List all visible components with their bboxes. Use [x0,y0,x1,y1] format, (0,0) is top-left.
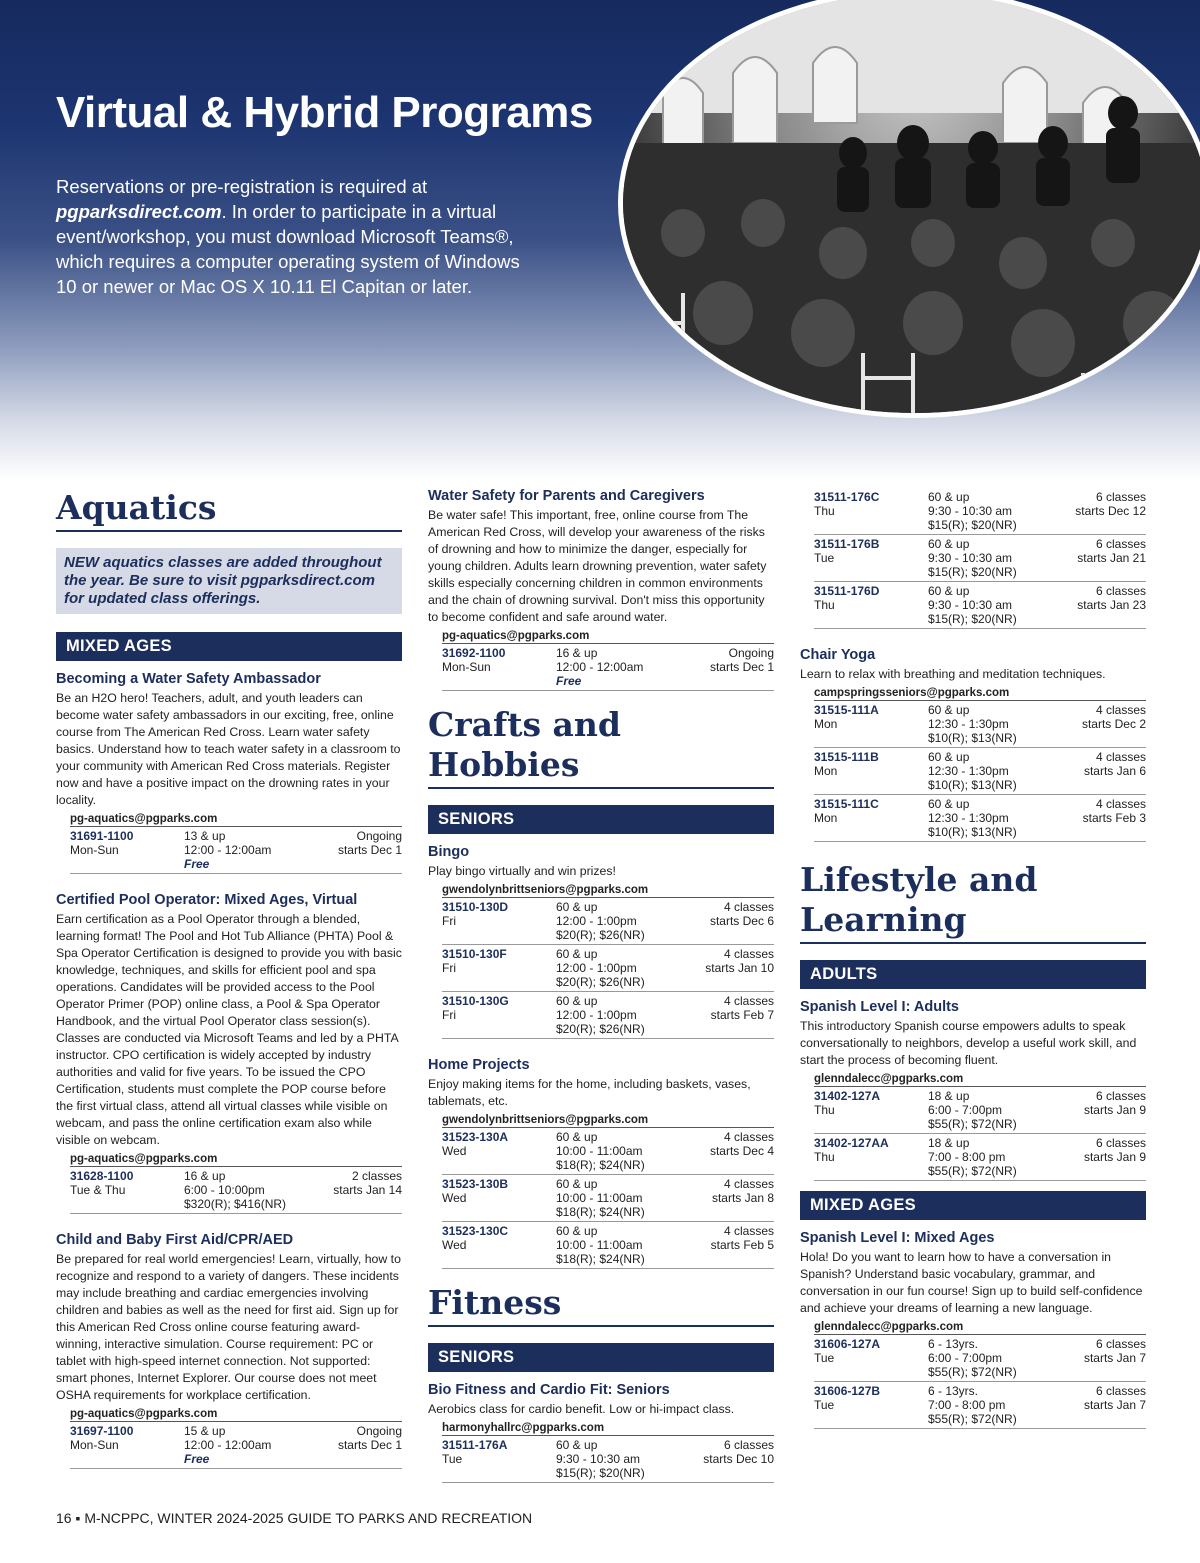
class-count: 4 classes [723,1224,774,1238]
hero-text-after: . In order to participate in a virtual event/workshop, you must download Microsoft Teams®, which requires a computer operating system of Windows 10 or newer or Mac OS X 10.11 El Capitan or later. [56,201,520,297]
class-time: 12:30 - 1:30pm [928,811,1009,825]
class-time: 7:00 - 8:00 pm [928,1398,1006,1412]
class-day: Thu [814,1103,835,1117]
class-fee: $18(R); $24(NR) [556,1158,645,1172]
contact-email[interactable]: glenndalecc@pgparks.com [814,1321,1146,1335]
program-title: Spanish Level I: Adults [800,999,959,1015]
program-spanish-adults [800,999,1146,1181]
program-title: Water Safety for Parents and Caregivers [428,488,705,504]
program-description: Be an H2O hero! Teachers, adult, and youth leaders can become water safety ambassadors in our exciting, free, online course from The American Red Cross. Learn water safety basics. Understand how to teach water safety in a classroom to your community with American Red Cross materials. Register now and have a positive impact on the drowning rates in your locality. [56,691,401,807]
class-start: starts Feb 5 [710,1238,774,1252]
class-time: 12:00 - 1:00pm [556,914,637,928]
class-count: 6 classes [723,1438,774,1452]
contact-email[interactable]: pg-aquatics@pgparks.com [442,630,774,644]
class-start: starts Jan 6 [1083,764,1146,778]
class-row [814,701,1146,748]
class-count: 6 classes [1095,1337,1146,1351]
contact-email[interactable]: glenndalecc@pgparks.com [814,1073,1146,1087]
class-start: starts Dec 12 [1075,504,1146,518]
class-code: 31511-176C [814,490,880,504]
page-title: Virtual & Hybrid Programs [56,88,593,137]
class-time: 9:30 - 10:30 am [928,598,1013,612]
class-row [442,898,774,945]
contact-email[interactable]: pg-aquatics@pgparks.com [70,1153,402,1167]
class-day: Wed [442,1191,467,1205]
program-water-safety-ambassador [56,671,402,874]
page-footer: 16 ▪ M-NCPPC, WINTER 2024-2025 GUIDE TO PARKS AND RECREATION [56,1510,533,1526]
class-age: 60 & up [928,490,970,504]
program-water-safety-parents [428,488,774,691]
banner-mixed-ages: MIXED AGES [800,1191,1146,1220]
class-row [70,1167,402,1214]
class-row [70,1422,402,1469]
class-age: 6 - 13yrs. [928,1384,979,1398]
class-count: 4 classes [723,947,774,961]
banner-adults: ADULTS [800,960,1146,989]
class-day: Tue [442,1452,463,1466]
class-fee: Free [184,1452,210,1466]
class-count: 6 classes [1095,537,1146,551]
class-time: 10:00 - 11:00am [556,1191,643,1205]
class-row [814,795,1146,842]
class-fee: Free [184,857,210,871]
aquatics-note: NEW aquatics classes are added throughout the year. Be sure to visit pgparksdirect.com for updated class offerings. [56,548,402,614]
class-fee: $10(R); $13(NR) [928,825,1017,839]
class-code: 31515-111B [814,750,879,764]
class-age: 60 & up [556,1224,598,1238]
class-code: 31523-130C [442,1224,509,1238]
class-age: 18 & up [928,1089,970,1103]
class-age: 60 & up [928,797,970,811]
hero-intro [56,174,526,299]
class-fee: $15(R); $20(NR) [928,612,1017,626]
class-age: 60 & up [928,584,970,598]
banner-seniors: SENIORS [428,1343,774,1372]
class-age: 60 & up [556,900,598,914]
column-3 [800,488,1146,1429]
contact-email[interactable]: campspringsseniors@pgparks.com [814,687,1146,701]
class-count: Ongoing [356,829,402,843]
class-time: 12:30 - 1:30pm [928,717,1009,731]
program-title: Bingo [428,844,470,860]
class-day: Tue [814,1351,835,1365]
class-day: Fri [442,914,456,928]
section-title-lifestyle: Lifestyle and Learning [800,860,1146,944]
class-day: Tue [814,551,835,565]
program-description: Aerobics class for cardio benefit. Low or hi-impact class. [428,1402,735,1416]
class-count: 6 classes [1095,490,1146,504]
class-age: 16 & up [556,646,598,660]
class-fee: $20(R); $26(NR) [556,1022,645,1036]
class-time: 9:30 - 10:30 am [928,551,1013,565]
class-row [814,748,1146,795]
class-time: 7:00 - 8:00 pm [928,1150,1006,1164]
class-count: 4 classes [723,994,774,1008]
class-code: 31691-1100 [70,829,134,843]
class-count: 2 classes [351,1169,402,1183]
class-fee: $10(R); $13(NR) [928,778,1017,792]
class-code: 31511-176D [814,584,880,598]
class-start: starts Dec 6 [709,914,774,928]
class-time: 10:00 - 11:00am [556,1144,643,1158]
class-start: starts Jan 23 [1077,598,1146,612]
class-day: Mon-Sun [70,1438,119,1452]
program-title: Chair Yoga [800,647,876,663]
class-age: 16 & up [184,1169,226,1183]
bio-fitness-continued [800,488,1146,629]
section-title-crafts: Crafts and Hobbies [428,705,774,789]
class-age: 60 & up [556,994,598,1008]
class-fee: $18(R); $24(NR) [556,1205,645,1219]
class-age: 15 & up [184,1424,226,1438]
class-day: Wed [442,1144,467,1158]
program-title: Spanish Level I: Mixed Ages [800,1230,995,1246]
class-time: 6:00 - 7:00pm [928,1351,1003,1365]
class-row [442,644,774,691]
class-code: 31402-127AA [814,1136,889,1150]
class-age: 60 & up [556,1177,598,1191]
class-time: 12:00 - 12:00am [184,1438,272,1452]
class-code: 31606-127B [814,1384,881,1398]
program-title: Becoming a Water Safety Ambassador [56,671,321,687]
class-fee: $10(R); $13(NR) [928,731,1017,745]
class-time: 9:30 - 10:30 am [928,504,1013,518]
class-code: 31523-130B [442,1177,509,1191]
program-description: Earn certification as a Pool Operator through a blended, learning format! The Pool and Hot Tub Alliance (PHTA) Pool & Spa Operator Certification is designed to provide you with basic knowledge, techniques, and skills for efficient pool and spa operations. Candidates will be provided access to the Pool Operator Primer (POP) online class, a Pool & Spa Operator Handbook, and the virtual Pool Operator class session(s). Classes are conducted via Microsoft Teams and led by a PHTA instructor. CPO certification is widely accepted by industry authorities and valid for five years. To be issued the CPO Certification, students must complete the POP course before the first virtual class, attend all virtual classes while visible on webcam, and pass the online certification exam also while visible on webcam. [56,912,402,1147]
class-time: 6:00 - 7:00pm [928,1103,1003,1117]
class-count: 6 classes [1095,584,1146,598]
class-row [814,1087,1146,1134]
class-day: Thu [814,598,835,612]
program-chair-yoga [800,647,1146,842]
class-day: Mon [814,764,838,778]
class-code: 31511-176B [814,537,880,551]
class-day: Tue & Thu [70,1183,126,1197]
class-age: 13 & up [184,829,226,843]
class-day: Thu [814,1150,835,1164]
column-2 [428,488,774,1483]
class-count: Ongoing [728,646,774,660]
class-day: Mon [814,717,838,731]
class-code: 31628-1100 [70,1169,134,1183]
class-code: 31510-130D [442,900,509,914]
class-age: 60 & up [928,537,970,551]
program-child-baby-first-aid [56,1232,402,1469]
class-start: starts Dec 1 [337,1438,402,1452]
class-fee: $15(R); $20(NR) [928,565,1017,579]
class-age: 60 & up [928,750,970,764]
program-description: Be water safe! This important, free, online course from The American Red Cross, will develop your awareness of the risks of drowning and how to minimize the danger, especially for young children. Adults learn drowning prevention, water safety skills especially concerning children in common environments and the chain of drowning survival. Don't miss this opportunity to become confident and safe around water. [428,508,767,624]
class-start: starts Jan 8 [711,1191,774,1205]
contact-email[interactable]: pg-aquatics@pgparks.com [70,1408,402,1422]
class-row [814,1335,1146,1382]
class-fee: $20(R); $26(NR) [556,928,645,942]
class-code: 31510-130G [442,994,509,1008]
class-age: 60 & up [928,703,970,717]
class-row [70,827,402,874]
class-code: 31523-130A [442,1130,509,1144]
column-1 [56,488,402,1469]
class-fee: $15(R); $20(NR) [556,1466,645,1480]
class-fee: $15(R); $20(NR) [928,518,1017,532]
class-day: Mon-Sun [442,660,491,674]
class-time: 12:00 - 12:00am [184,843,272,857]
class-code: 31510-130F [442,947,507,961]
class-time: 9:30 - 10:30 am [556,1452,641,1466]
class-age: 60 & up [556,947,598,961]
class-day: Thu [814,504,835,518]
class-day: Mon-Sun [70,843,119,857]
program-title: Bio Fitness and Cardio Fit: Seniors [428,1382,670,1398]
class-count: 6 classes [1095,1384,1146,1398]
class-row [442,1128,774,1175]
class-start: starts Jan 9 [1083,1103,1146,1117]
pgparksdirect-link[interactable]: pgparksdirect.com [56,201,222,222]
class-row [814,535,1146,582]
class-time: 6:00 - 10:00pm [184,1183,265,1197]
program-home-projects [428,1057,774,1269]
class-count: 4 classes [1095,750,1146,764]
class-day: Tue [814,1398,835,1412]
class-start: starts Dec 2 [1081,717,1146,731]
class-start: starts Dec 1 [337,843,402,857]
contact-email[interactable]: pg-aquatics@pgparks.com [70,813,402,827]
class-count: 6 classes [1095,1136,1146,1150]
program-description: Play bingo virtually and win prizes! [428,864,616,878]
class-row [442,1222,774,1269]
class-code: 31511-176A [442,1438,508,1452]
class-time: 12:00 - 12:00am [556,660,644,674]
contact-email[interactable]: gwendolynbrittseniors@pgparks.com [442,884,774,898]
contact-email[interactable]: harmonyhallrc@pgparks.com [442,1422,774,1436]
class-code: 31606-127A [814,1337,881,1351]
program-title: Home Projects [428,1057,530,1073]
class-fee: $55(R); $72(NR) [928,1365,1017,1379]
class-age: 60 & up [556,1438,598,1452]
class-day: Mon [814,811,838,825]
class-fee: $55(R); $72(NR) [928,1412,1017,1426]
class-start: starts Jan 14 [333,1183,402,1197]
program-bio-fitness [428,1382,774,1483]
class-fee: $18(R); $24(NR) [556,1252,645,1266]
class-start: starts Jan 10 [705,961,774,975]
class-time: 10:00 - 11:00am [556,1238,643,1252]
class-row [442,1175,774,1222]
class-code: 31402-127A [814,1089,881,1103]
class-start: starts Jan 21 [1077,551,1146,565]
section-title-aquatics: Aquatics [56,488,402,532]
event-photo [618,0,1200,418]
program-description: Hola! Do you want to learn how to have a conversation in Spanish? Understand basic vocabulary, grammar, and conversation in our fun course! Sign up to build self-confidence and achieve your dreams of learning a new language. [800,1250,1143,1315]
banner-mixed-ages: MIXED AGES [56,632,402,661]
class-code: 31697-1100 [70,1424,134,1438]
class-row [442,945,774,992]
class-day: Fri [442,961,456,975]
class-start: starts Jan 7 [1083,1351,1146,1365]
class-count: 4 classes [723,1177,774,1191]
class-row [814,582,1146,629]
class-row [442,1436,774,1483]
program-title: Certified Pool Operator: Mixed Ages, Virtual [56,892,358,908]
class-row [814,488,1146,535]
class-start: starts Jan 9 [1083,1150,1146,1164]
class-code: 31515-111A [814,703,879,717]
class-count: 4 classes [723,1130,774,1144]
contact-email[interactable]: gwendolynbrittseniors@pgparks.com [442,1114,774,1128]
class-count: 4 classes [723,900,774,914]
hero-text-before: Reservations or pre-registration is required at [56,176,428,197]
class-fee: $20(R); $26(NR) [556,975,645,989]
class-age: 6 - 13yrs. [928,1337,979,1351]
class-start: starts Feb 7 [710,1008,774,1022]
class-row [442,992,774,1039]
class-fee: $320(R); $416(NR) [184,1197,287,1211]
class-fee: $55(R); $72(NR) [928,1164,1017,1178]
class-start: starts Dec 1 [709,660,774,674]
tent-audience-illustration [623,0,1200,418]
program-spanish-mixed [800,1230,1146,1429]
class-count: 4 classes [1095,797,1146,811]
class-code: 31515-111C [814,797,879,811]
class-count: Ongoing [356,1424,402,1438]
program-bingo [428,844,774,1039]
section-title-fitness: Fitness [428,1283,774,1327]
banner-seniors: SENIORS [428,805,774,834]
class-start: starts Dec 4 [709,1144,774,1158]
class-fee: Free [556,674,582,688]
class-start: starts Dec 10 [703,1452,774,1466]
program-description: Be prepared for real world emergencies! Learn, virtually, how to recognize and respond to a variety of dangers. These incidents may include breathing and cardiac emergencies involving children and babies as well as the need for first aid. Sign up for this American Red Cross online course featuring award-winning, interactive simulation. Course requirement: PC or tablet with high-speed internet connection. Not supported: smart phones, Internet Explorer. Our course does not meet OSHA requirements for workplace certification. [56,1252,401,1402]
class-start: starts Feb 3 [1082,811,1146,825]
class-start: starts Jan 7 [1083,1398,1146,1412]
class-time: 12:30 - 1:30pm [928,764,1009,778]
class-fee: $55(R); $72(NR) [928,1117,1017,1131]
program-certified-pool-operator [56,892,402,1214]
class-count: 6 classes [1095,1089,1146,1103]
class-time: 12:00 - 1:00pm [556,961,637,975]
class-count: 4 classes [1095,703,1146,717]
class-row [814,1134,1146,1181]
class-day: Fri [442,1008,456,1022]
class-day: Wed [442,1238,467,1252]
program-title: Child and Baby First Aid/CPR/AED [56,1232,294,1248]
class-age: 60 & up [556,1130,598,1144]
program-description: Enjoy making items for the home, including baskets, vases, tablemats, etc. [428,1077,751,1108]
program-description: Learn to relax with breathing and meditation techniques. [800,667,1106,681]
program-description: This introductory Spanish course empowers adults to speak conversationally to neighbors, develop a useful work skill, and start the process of becoming fluent. [800,1019,1137,1067]
class-age: 18 & up [928,1136,970,1150]
class-time: 12:00 - 1:00pm [556,1008,637,1022]
class-row [814,1382,1146,1429]
class-code: 31692-1100 [442,646,506,660]
